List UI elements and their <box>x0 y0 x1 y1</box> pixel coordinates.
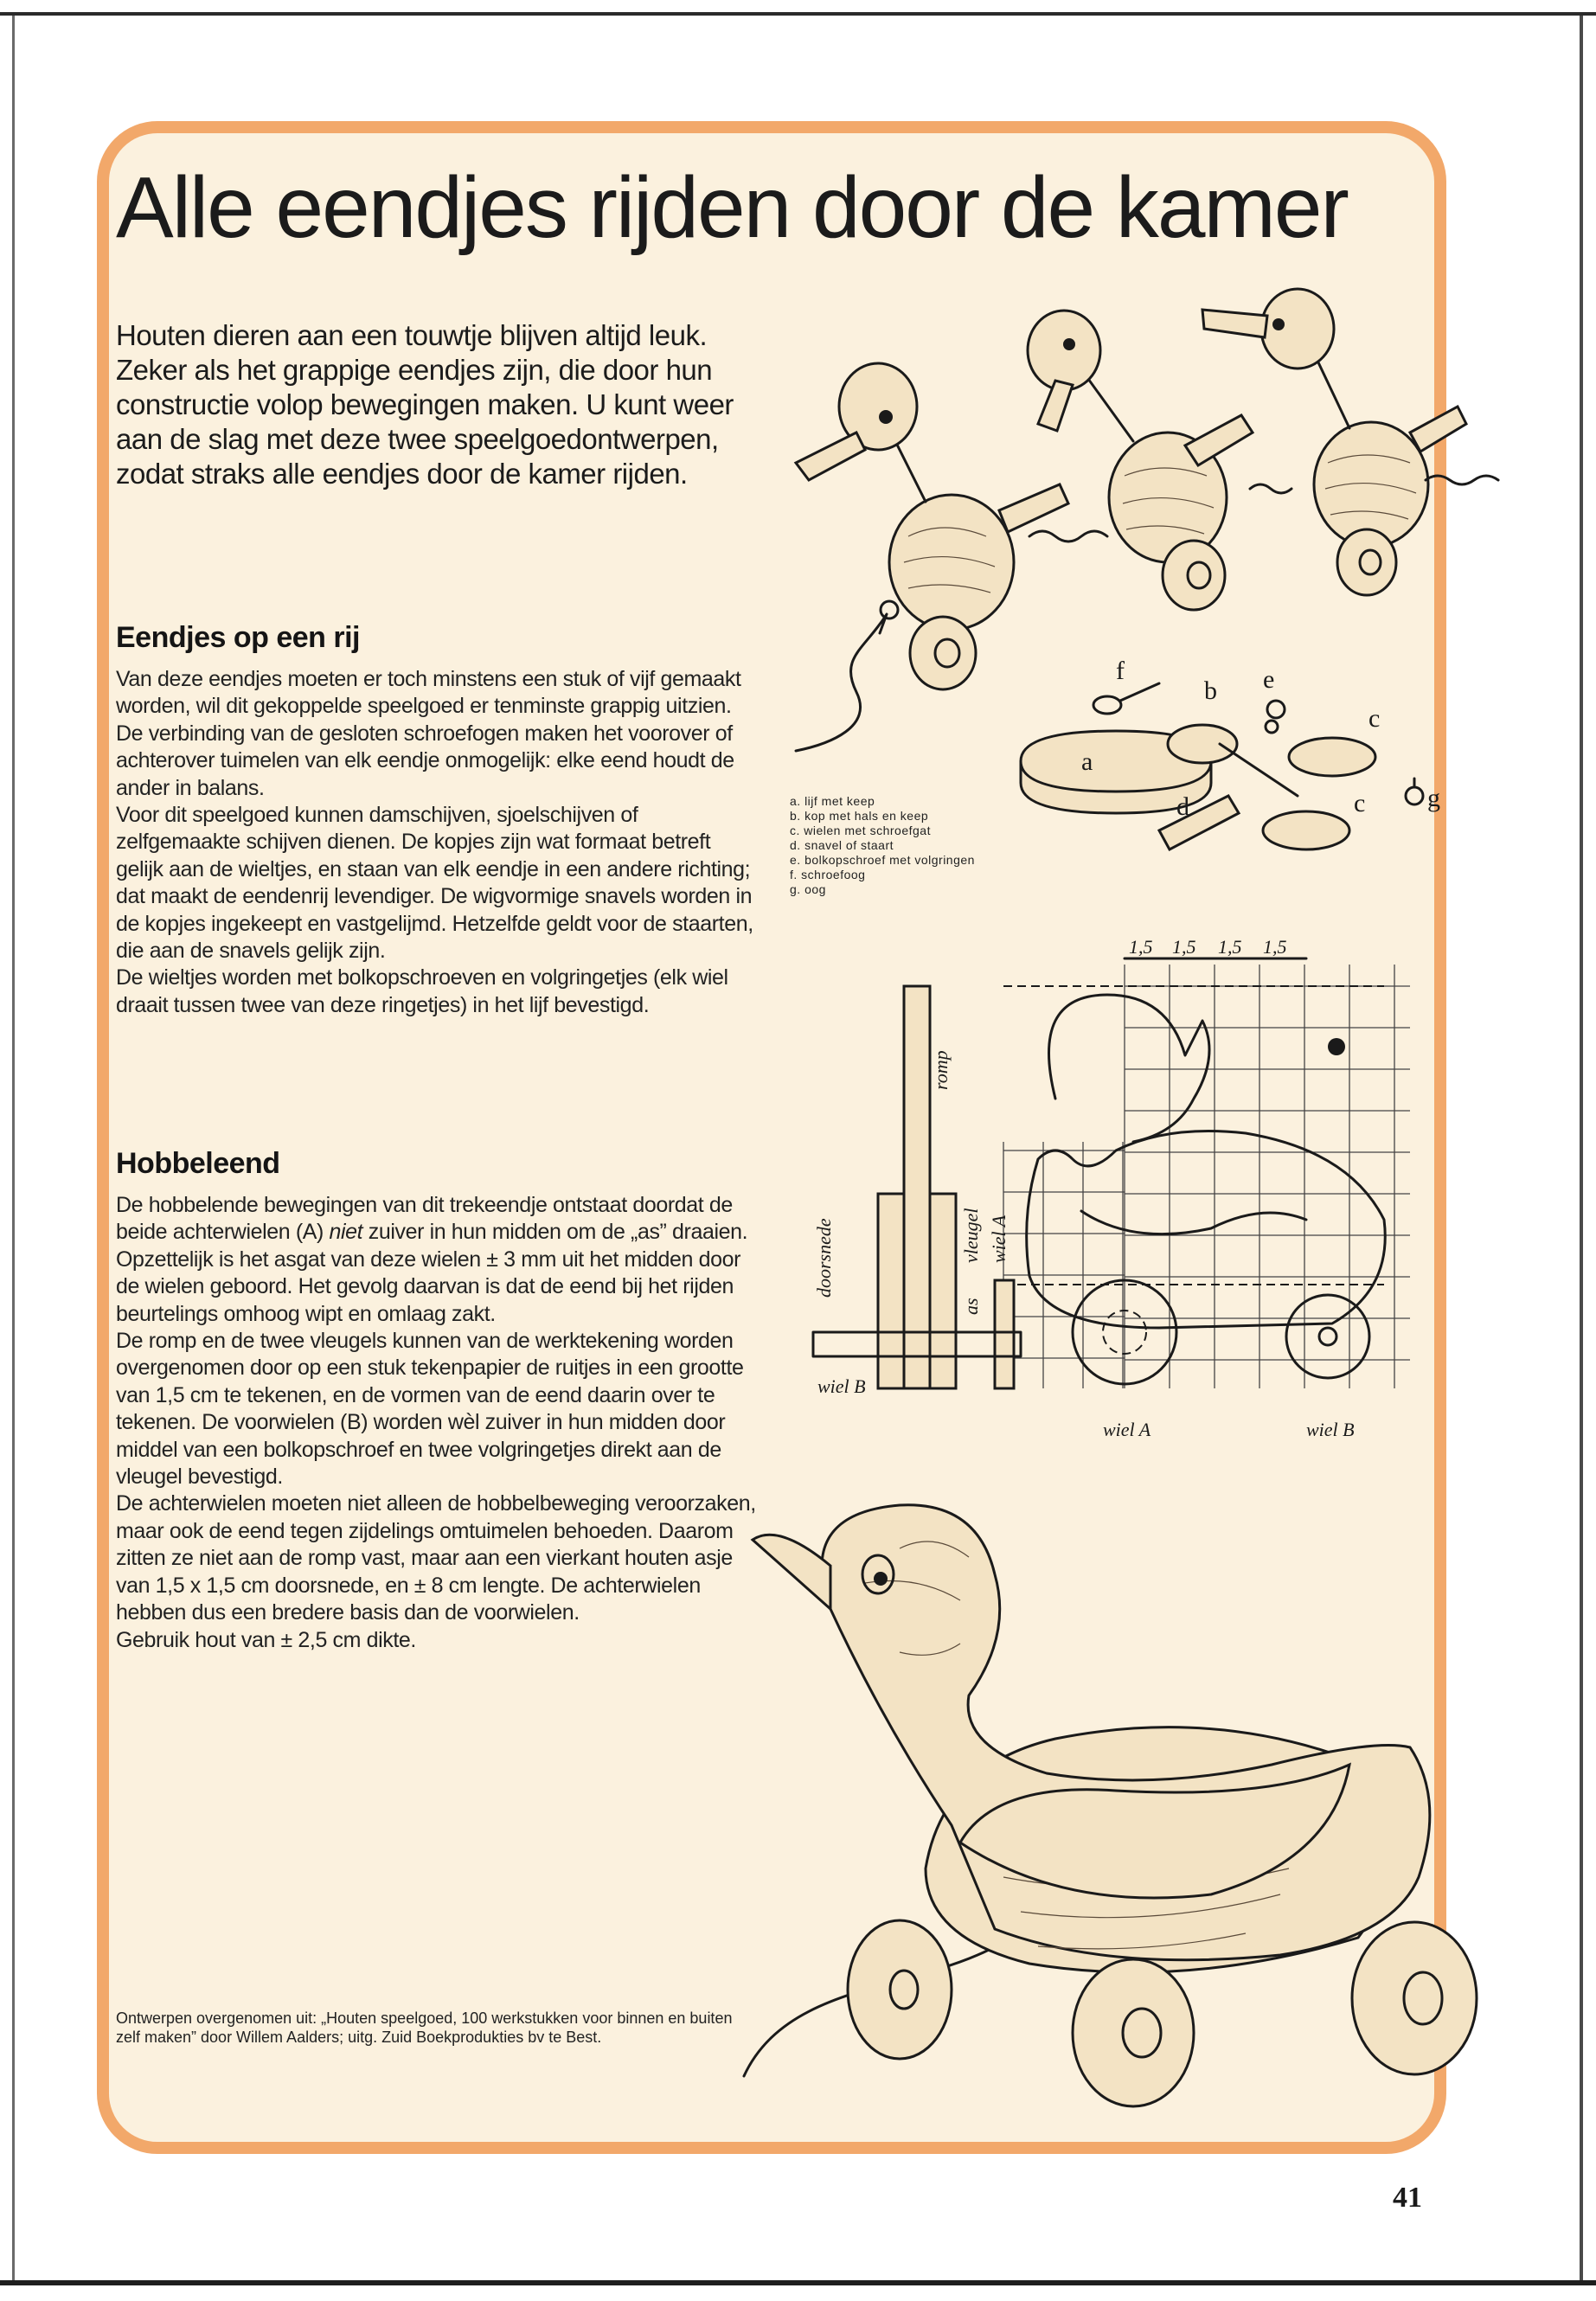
intro-paragraph: Houten dieren aan een touwtje blijven altijd leuk. Zeker als het grappige eendjes zijn, die door hun constructie volop bewegingen maken. U kunt weer aan de slag met deze twee speelgoedontwerpen, zodat straks alle eendjes door de kamer rijden. <box>116 319 734 490</box>
emphasis-text: niet <box>329 1220 363 1245</box>
part-wheel <box>1263 811 1349 849</box>
drawing-label-wiel-b: wiel B <box>817 1375 866 1397</box>
pattern-grid-drawing <box>804 934 1427 1453</box>
dimension-label: 1,5 <box>1218 936 1242 958</box>
section-wing <box>930 1194 956 1388</box>
page-title: Alle eendjes rijden door de kamer <box>116 159 1348 256</box>
duck-eye <box>1328 1038 1345 1055</box>
duck-tail <box>1410 407 1466 452</box>
drawing-label-wiel-a: wiel A <box>988 1215 1010 1263</box>
scan-border-right <box>1580 16 1583 2280</box>
duck-head-outline <box>1049 995 1210 1142</box>
drawing-label-wiel-b: wiel B <box>1306 1419 1355 1440</box>
legend-item: a. lijf met keep <box>790 794 875 808</box>
legend-item: d. snavel of staart <box>790 838 894 852</box>
drawing-label-romp: romp <box>930 1050 952 1090</box>
wheel-b-outline <box>1286 1295 1369 1378</box>
duck-two <box>1028 311 1253 610</box>
parts-exploded-view <box>1012 657 1497 891</box>
duck-beak <box>1038 381 1073 431</box>
section-heading-hobbeleend: Hobbeleend <box>116 1147 280 1180</box>
part-label: e <box>1263 665 1275 694</box>
duck-tail <box>999 484 1068 532</box>
rear-wheel <box>848 1920 952 2059</box>
duck-eye <box>1063 338 1075 350</box>
body-paragraph: Opzettelijk is het asgat van deze wielen ± 3 mm uit het midden door de wielen geboord. Het gevolg daarvan is dat de eend bij het rijden beurtelings omhoog wipt en omlaag zakt. <box>116 1247 741 1326</box>
duck-body <box>1314 422 1428 547</box>
body-paragraph: Gebruik hout van ± 2,5 cm dikte. <box>116 1627 416 1652</box>
design-credit: Ontwerpen overgenomen uit: „Houten speelgoed, 100 werkstukken voor binnen en buiten zelf maken” door Willem Aalders; uitg. Zuid Boekprodukties bv te Best. <box>116 2009 733 2046</box>
drawing-label-wiel-a: wiel A <box>1103 1419 1151 1440</box>
part-wheel <box>1289 738 1375 776</box>
part-label: c <box>1368 704 1381 733</box>
body-paragraph <box>116 1192 756 1247</box>
chain-link <box>1029 531 1107 542</box>
duck-beak <box>1202 310 1267 337</box>
page-number: 41 <box>1393 2182 1422 2214</box>
part-head <box>1168 725 1237 763</box>
duck-eye <box>1272 318 1285 330</box>
body-paragraph: De achterwielen moeten niet alleen de hobbelbeweging veroorzaken, maar ook de eend tegen zijdelings omtuimelen behoeden. Daarom zitten ze niet aan de romp vast, maar aan een vierkant houten asje van 1,5 x 1,5 cm doorsnede, en ± 8 cm lengte. De achterwielen hebben dus een bredere basis dan de voorwielen. <box>116 1491 756 1625</box>
drawing-label-as: as <box>960 1298 982 1315</box>
duck-body <box>889 495 1014 630</box>
legend-item: g. oog <box>790 882 826 896</box>
part-label: f <box>1116 657 1125 685</box>
body-paragraph: Voor dit speelgoed kunnen damschijven, sjoelschijven of zelfgemaakte schijven dienen. De kopjes zijn wat formaat betreft gelijk aan de wieltjes, en staan van elk eendje in een andere richting; dat maakt de eendenrij levendiger. De wigvormige snavels worden in de kopjes ingekeept en vastgelijmd. Hetzelfde geldt voor de staarten, die aan de snavels gelijk zijn. <box>116 803 753 964</box>
part-label: d <box>1176 792 1189 821</box>
body-paragraph: De romp en de twee vleugels kunnen van de werktekening worden overgenomen door op een stuk tekenpapier de ruitjes in een grootte van 1,5 cm te tekenen, en de vormen van de eend daarin over te tekenen. De voorwielen (B) worden wèl zuiver in hun midden door middel van een bolkopschroef en twee volgringetjes direkt aan de vleugel bevestigd. <box>116 1329 744 1490</box>
duck-tail <box>1185 415 1253 465</box>
scan-border-bottom <box>0 2280 1596 2285</box>
duck-three <box>1202 289 1498 595</box>
duck-head <box>1028 311 1100 390</box>
wing-outline <box>1081 1211 1306 1234</box>
duck-eye <box>879 410 893 424</box>
chain-link <box>1250 484 1292 493</box>
part-label: c <box>1354 789 1366 817</box>
hobbeleend-illustration <box>727 1479 1505 2119</box>
dimension-label: 1,5 <box>1172 936 1196 958</box>
duck-wheel <box>1337 529 1396 595</box>
section-romp <box>904 986 930 1388</box>
section-wing <box>878 1194 904 1388</box>
part-label: a <box>1081 747 1093 776</box>
part-neck <box>1220 744 1298 796</box>
part-label: b <box>1204 676 1217 705</box>
parts-legend <box>790 794 975 897</box>
scan-border-left <box>12 16 15 2280</box>
duck-head <box>1261 289 1334 369</box>
chain-link <box>1426 476 1498 484</box>
duck-one <box>796 363 1068 689</box>
legend-item: f. schroefoog <box>790 868 866 881</box>
screw-eye <box>881 601 898 619</box>
pull-string <box>796 614 887 751</box>
duck-beak <box>753 1535 830 1609</box>
front-wheel <box>1352 1922 1477 2074</box>
body-paragraph: De wieltjes worden met bolkopschroeven en volgringetjes (elk wiel draait tussen twee van deze ringetjes) in het lijf bevestigd. <box>116 965 728 1017</box>
dimension-label: 1,5 <box>1129 936 1153 958</box>
duck-wheel <box>1163 541 1225 610</box>
duck-beak <box>796 433 865 480</box>
drawing-label-doorsnede: doorsnede <box>813 1218 835 1298</box>
body-paragraph: Van deze eendjes moeten er toch minstens een stuk of vijf gemaakt worden, wil dit gekoppelde speelgoed er tenminste grappig uitzien. De verbinding van de gesloten schroefogen maken het voorover of achterover tuimelen van elk eendje onmogelijk: elke eend houdt de ander in balans. <box>116 667 741 800</box>
rear-wheel <box>1073 1959 1194 2106</box>
text-run: De hobbelende bewegingen van dit trekeendje ontstaat doordat de beide achterwielen (A) <box>116 1193 733 1245</box>
duck-wheel <box>910 617 976 689</box>
legend-item: b. kop met hals en keep <box>790 809 929 823</box>
section-body-hobbeleend <box>116 1192 756 1654</box>
section-wheel <box>995 1280 1014 1388</box>
part-label: g <box>1427 784 1440 812</box>
legend-item: c. wielen met schroefgat <box>790 824 931 837</box>
legend-item: e. bolkopschroef met volgringen <box>790 853 975 867</box>
text-run: zuiver in hun midden om de „as” draaien. <box>362 1220 748 1245</box>
scan-border-top <box>0 12 1596 16</box>
section-body-eendjes <box>116 666 756 1019</box>
dimension-label: 1,5 <box>1263 936 1287 958</box>
drawing-label-vleugel: vleugel <box>960 1208 982 1263</box>
section-heading-eendjes: Eendjes op een rij <box>116 621 360 654</box>
